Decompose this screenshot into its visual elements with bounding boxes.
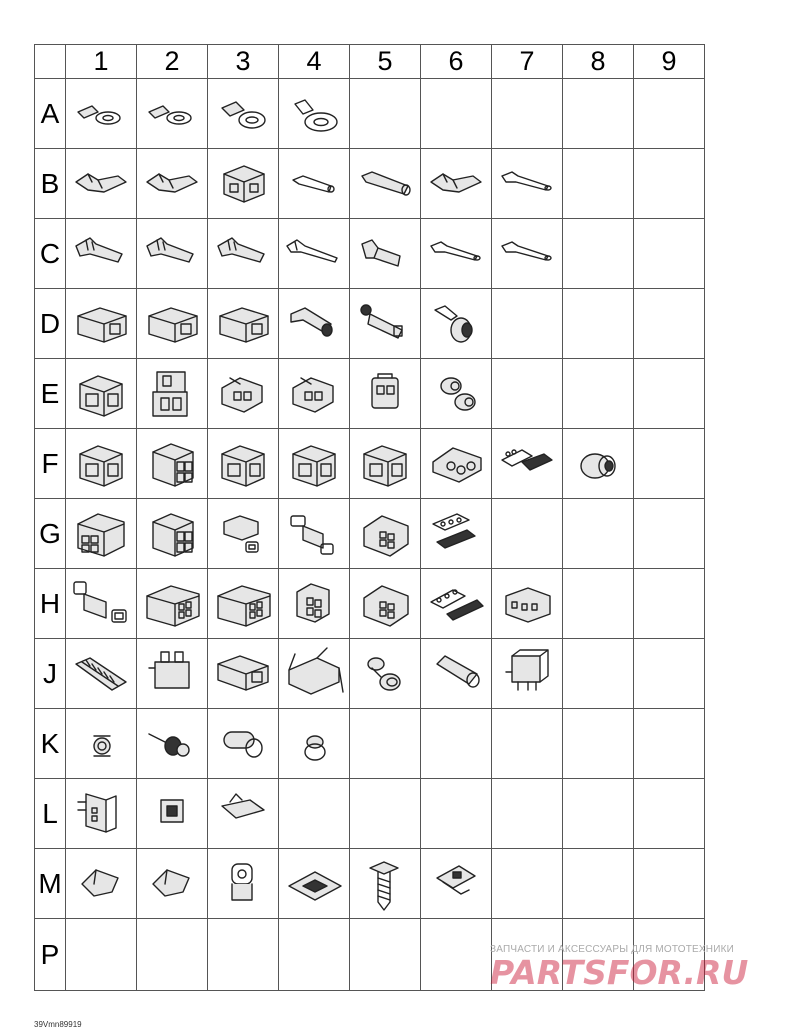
cell-P6 (421, 919, 492, 991)
housing-3pin-flat-illustration (494, 572, 560, 636)
housing-4pin-illustration (139, 432, 205, 496)
column-header-row (35, 45, 705, 79)
clip-block-illustration (139, 782, 205, 846)
cell-C1 (66, 219, 137, 289)
cell-P1 (66, 919, 137, 991)
housing-4pin-latch-illustration (281, 572, 347, 636)
sealed-inline-4pin-illustration (423, 502, 489, 566)
cell-F8 (563, 429, 634, 499)
cable-tie-clip-illustration (423, 852, 489, 916)
bullet-housing-2pin-illustration (423, 362, 489, 426)
column-header-6: 6 (421, 45, 492, 79)
cell-C6 (421, 219, 492, 289)
column-header-3: 3 (208, 45, 279, 79)
cell-G5 (350, 499, 421, 569)
cell-D5 (350, 289, 421, 359)
cell-K4 (279, 709, 350, 779)
cell-L1 (66, 779, 137, 849)
cell-J2 (137, 639, 208, 709)
cell-A4 (279, 79, 350, 149)
cell-E5 (350, 359, 421, 429)
grommet-with-stud-illustration (139, 712, 205, 776)
sealed-inline-5pin-illustration (423, 572, 489, 636)
cell-M6 (421, 849, 492, 919)
cell-M5 (350, 849, 421, 919)
cell-J9 (634, 639, 705, 709)
adhesive-mount-illustration (281, 852, 347, 916)
male-blade-terminal-illustration (68, 222, 134, 286)
cell-B3 (208, 149, 279, 219)
cell-H5 (350, 569, 421, 639)
cell-D6 (421, 289, 492, 359)
cell-L9 (634, 779, 705, 849)
row-label-B: B (35, 149, 66, 219)
watermark-logo-text: PARTSFOR.RU (490, 954, 749, 990)
cell-K1 (66, 709, 137, 779)
housing-with-seal-illustration (281, 502, 347, 566)
grid-row-F (35, 429, 705, 499)
housing-3pin-illustration (352, 432, 418, 496)
ring-terminal-small-illustration (139, 82, 205, 146)
cell-G4 (279, 499, 350, 569)
housing-6pin-illustration (68, 502, 134, 566)
row-label-J: J (35, 639, 66, 709)
sealed-housing-2pin-illustration (210, 362, 276, 426)
ring-terminal-small-illustration (68, 82, 134, 146)
housing-2pin-female-illustration (210, 152, 276, 216)
cell-D8 (563, 289, 634, 359)
cell-J1 (66, 639, 137, 709)
row-label-C: C (35, 219, 66, 289)
cell-C4 (279, 219, 350, 289)
column-header-7: 7 (492, 45, 563, 79)
housing-8pin-illustration (210, 572, 276, 636)
cell-D3 (208, 289, 279, 359)
cell-H3 (208, 569, 279, 639)
cell-K6 (421, 709, 492, 779)
row-label-D: D (35, 289, 66, 359)
cell-G1 (66, 499, 137, 569)
cell-D1 (66, 289, 137, 359)
cell-K3 (208, 709, 279, 779)
cell-K7 (492, 709, 563, 779)
cell-G9 (634, 499, 705, 569)
cell-K8 (563, 709, 634, 779)
cell-A1 (66, 79, 137, 149)
cell-K5 (350, 709, 421, 779)
sealed-housing-4pin-illustration (352, 502, 418, 566)
cell-G3 (208, 499, 279, 569)
housing-4pin-illustration (139, 502, 205, 566)
cell-G8 (563, 499, 634, 569)
cell-L2 (137, 779, 208, 849)
cell-K2 (137, 709, 208, 779)
cell-J3 (208, 639, 279, 709)
cell-B2 (137, 149, 208, 219)
ring-terminal-insulated-illustration (210, 82, 276, 146)
corrugated-sleeve-illustration (68, 642, 134, 706)
fuse-holder-illustration (139, 642, 205, 706)
grommet-plug-illustration (352, 642, 418, 706)
cell-D9 (634, 289, 705, 359)
cell-P4 (279, 919, 350, 991)
cell-C2 (137, 219, 208, 289)
cell-L3 (208, 779, 279, 849)
grid-body (35, 79, 705, 991)
column-header-5: 5 (350, 45, 421, 79)
cell-H2 (137, 569, 208, 639)
female-spade-terminal-illustration (139, 152, 205, 216)
cell-G6 (421, 499, 492, 569)
cell-A3 (208, 79, 279, 149)
cell-F4 (279, 429, 350, 499)
row-label-F: F (35, 429, 66, 499)
pin-terminal-illustration (423, 222, 489, 286)
row-label-M: M (35, 849, 66, 919)
row-label-P: P (35, 919, 66, 991)
relay-illustration (494, 642, 560, 706)
cell-A7 (492, 79, 563, 149)
grid-row-A (35, 79, 705, 149)
housing-2pin-illustration (68, 292, 134, 356)
housing-with-seals-illustration (68, 572, 134, 636)
bracket-with-wire-illustration (281, 642, 347, 706)
cell-B4 (279, 149, 350, 219)
cell-P5 (350, 919, 421, 991)
bullet-sleeve-illustration (352, 152, 418, 216)
cell-F5 (350, 429, 421, 499)
cell-B5 (350, 149, 421, 219)
housing-3pin-illustration (210, 432, 276, 496)
cell-C7 (492, 219, 563, 289)
male-blade-terminal-illustration (139, 222, 205, 286)
cell-J6 (421, 639, 492, 709)
cell-D4 (279, 289, 350, 359)
cell-C5 (350, 219, 421, 289)
cell-E2 (137, 359, 208, 429)
cell-J5 (350, 639, 421, 709)
grid-row-K (35, 709, 705, 779)
cell-F1 (66, 429, 137, 499)
cell-L8 (563, 779, 634, 849)
terminal-with-seal-illustration (352, 292, 418, 356)
cell-A6 (421, 79, 492, 149)
housing-2pin-with-seal-illustration (210, 502, 276, 566)
cell-A5 (350, 79, 421, 149)
cell-C8 (563, 219, 634, 289)
row-label-L: L (35, 779, 66, 849)
cell-A8 (563, 79, 634, 149)
terminal-block-illustration (68, 782, 134, 846)
grid-row-D (35, 289, 705, 359)
cell-H1 (66, 569, 137, 639)
housing-2pin-illustration (210, 292, 276, 356)
cell-L6 (421, 779, 492, 849)
grid-row-B (35, 149, 705, 219)
cell-H9 (634, 569, 705, 639)
connector-chart-grid (34, 44, 705, 991)
housing-2pin-long-illustration (210, 642, 276, 706)
cell-J8 (563, 639, 634, 709)
grid-row-M (35, 849, 705, 919)
female-spade-terminal-illustration (423, 152, 489, 216)
cell-H7 (492, 569, 563, 639)
column-header-8: 8 (563, 45, 634, 79)
round-housing-illustration (565, 432, 631, 496)
housing-2pin-latch-illustration (352, 362, 418, 426)
sealed-housing-2pin-illustration (281, 362, 347, 426)
column-header-4: 4 (279, 45, 350, 79)
column-header-2: 2 (137, 45, 208, 79)
ring-terminal-large-illustration (281, 82, 347, 146)
flat-bracket-illustration (210, 782, 276, 846)
column-header-1: 1 (66, 45, 137, 79)
cell-K9 (634, 709, 705, 779)
plug-illustration (210, 712, 276, 776)
row-label-E: E (35, 359, 66, 429)
cell-M3 (208, 849, 279, 919)
cell-C9 (634, 219, 705, 289)
pin-terminal-illustration (494, 152, 560, 216)
round-sealed-housing-illustration (423, 292, 489, 356)
cell-G7 (492, 499, 563, 569)
sealed-housing-4pin-illustration (352, 572, 418, 636)
cell-A2 (137, 79, 208, 149)
cell-C3 (208, 219, 279, 289)
cell-L5 (350, 779, 421, 849)
female-spade-terminal-illustration (68, 152, 134, 216)
cell-P2 (137, 919, 208, 991)
cell-B8 (563, 149, 634, 219)
cell-L4 (279, 779, 350, 849)
male-blade-terminal-illustration (210, 222, 276, 286)
cell-H6 (421, 569, 492, 639)
cell-F6 (421, 429, 492, 499)
cell-F7 (492, 429, 563, 499)
cell-B7 (492, 149, 563, 219)
watermark-caption: ЗАПЧАСТИ И АКСЕССУАРЫ ДЛЯ МОТОТЕХНИКИ (490, 944, 735, 955)
grid-row-G (35, 499, 705, 569)
row-label-A: A (35, 79, 66, 149)
cell-M4 (279, 849, 350, 919)
cell-A9 (634, 79, 705, 149)
column-header-9: 9 (634, 45, 705, 79)
cell-F2 (137, 429, 208, 499)
housing-3pin-illustration (68, 362, 134, 426)
sealed-inline-3pin-illustration (494, 432, 560, 496)
cell-E3 (208, 359, 279, 429)
plug-cap-illustration (423, 642, 489, 706)
bullet-terminal-illustration (281, 152, 347, 216)
grid-row-H (35, 569, 705, 639)
cell-P3 (208, 919, 279, 991)
cell-L7 (492, 779, 563, 849)
cell-E1 (66, 359, 137, 429)
grid-row-J (35, 639, 705, 709)
housing-8pin-illustration (139, 572, 205, 636)
cable-clip-illustration (68, 852, 134, 916)
row-label-H: H (35, 569, 66, 639)
row-label-K: K (35, 709, 66, 779)
cell-G2 (137, 499, 208, 569)
cell-E7 (492, 359, 563, 429)
cell-B1 (66, 149, 137, 219)
pin-terminal-illustration (494, 222, 560, 286)
grommet-illustration (68, 712, 134, 776)
grid-row-C (35, 219, 705, 289)
p-clamp-illustration (210, 852, 276, 916)
cell-M9 (634, 849, 705, 919)
grid-row-L (35, 779, 705, 849)
sealed-female-terminal-illustration (352, 222, 418, 286)
cell-E9 (634, 359, 705, 429)
cell-E8 (563, 359, 634, 429)
cell-D2 (137, 289, 208, 359)
corner-cell (35, 45, 66, 79)
cell-D7 (492, 289, 563, 359)
self-tapping-screw-illustration (352, 852, 418, 916)
cell-E6 (421, 359, 492, 429)
housing-stack-4pin-illustration (139, 362, 205, 426)
cell-E4 (279, 359, 350, 429)
cable-clip-illustration (139, 852, 205, 916)
housing-2pin-illustration (139, 292, 205, 356)
cell-H4 (279, 569, 350, 639)
cell-J7 (492, 639, 563, 709)
cell-H8 (563, 569, 634, 639)
plug-small-illustration (281, 712, 347, 776)
watermark-logo (488, 954, 788, 990)
cell-J4 (279, 639, 350, 709)
sealed-housing-3pin-illustration (423, 432, 489, 496)
long-blade-terminal-illustration (281, 222, 347, 286)
cell-F3 (208, 429, 279, 499)
housing-3pin-illustration (68, 432, 134, 496)
cell-M7 (492, 849, 563, 919)
cell-F9 (634, 429, 705, 499)
grid-row-E (35, 359, 705, 429)
cell-M1 (66, 849, 137, 919)
cell-B6 (421, 149, 492, 219)
sealed-terminal-housing-illustration (281, 292, 347, 356)
cell-M2 (137, 849, 208, 919)
row-label-G: G (35, 499, 66, 569)
housing-3pin-illustration (281, 432, 347, 496)
figure-code: 39Vmn89919 (34, 1020, 82, 1029)
cell-M8 (563, 849, 634, 919)
cell-B9 (634, 149, 705, 219)
